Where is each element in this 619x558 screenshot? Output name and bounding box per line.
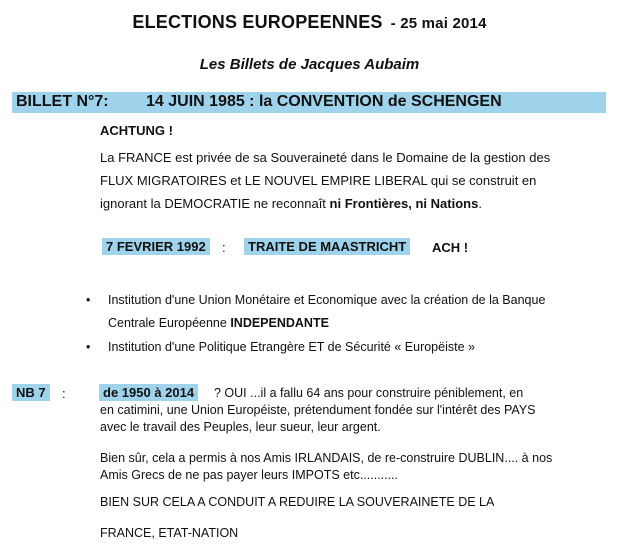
maastricht-date: 7 FEVRIER 1992 — [102, 238, 210, 255]
achtung-line-3-end: . — [478, 196, 482, 211]
achtung-paragraph — [100, 146, 550, 215]
nb-line-2: en catimini, une Union Européiste, prétendument fondée sur l'intérêt des PAYS — [100, 403, 536, 417]
nb-line-5: Amis Grecs de ne pas payer leurs IMPOTS etc........... — [100, 468, 399, 482]
achtung-line-2: FLUX MIGRATOIRES et LE NOUVEL EMPIRE LIBERAL qui se construit en — [100, 173, 537, 188]
achtung-line-3 — [100, 192, 550, 215]
achtung-line-3-text: ignorant la DEMOCRATIE ne reconnaît — [100, 196, 330, 211]
maastricht-treaty: TRAITE DE MAASTRICHT — [244, 238, 410, 255]
page-title — [0, 12, 619, 33]
bullet-1-line-2 — [86, 312, 545, 335]
nb-line-3: avec le travail des Peuples, leur sueur, leur argent. — [100, 420, 381, 434]
bullet-item-union — [86, 289, 545, 335]
billet-date-subject: 14 JUIN 1985 : la CONVENTION de SCHENGEN — [146, 93, 502, 110]
title-text: ELECTIONS EUROPEENNES — [132, 12, 383, 32]
billet-label: BILLET N°7: — [16, 93, 109, 110]
title-date: - 25 mai 2014 — [390, 15, 487, 32]
page-subtitle: Les Billets de Jacques Aubaim — [199, 56, 420, 73]
nb-year-range: de 1950 à 2014 — [99, 384, 198, 401]
maastricht-ach: ACH ! — [432, 240, 469, 255]
maastricht-colon: : — [222, 240, 226, 255]
nb-paragraph-2 — [100, 450, 552, 484]
bullet-dot: • — [86, 340, 91, 354]
nb-line-4: Bien sûr, cela a permis à nos Amis IRLANDAIS, de re-construire DUBLIN.... à nos — [100, 451, 553, 465]
nb-label: NB 7 — [12, 384, 50, 401]
achtung-line-1: La FRANCE est privée de sa Souveraineté dans le Domaine de la gestion des — [100, 150, 551, 165]
bullet-1-line-1: Institution d'une Union Monétaire et Economique avec la création de la Banque — [108, 293, 546, 307]
bullet-item-politique — [86, 336, 475, 359]
achtung-heading: ACHTUNG ! — [100, 123, 173, 138]
nb-line-1: ? OUI ...il a fallu 64 ans pour construire péniblement, en — [214, 386, 524, 400]
nb-paragraph-1 — [100, 402, 536, 436]
nb-colon: : — [62, 386, 66, 401]
achtung-line-3-bold: ni Frontières, ni Nations — [329, 196, 479, 211]
nb-line-6: BIEN SUR CELA A CONDUIT A REDUIRE LA SOUVERAINETE DE LA — [100, 495, 495, 509]
bullet-2-text: Institution d'une Politique Etrangère ET de Sécurité « Europëiste » — [108, 340, 475, 354]
bullet-dot: • — [86, 293, 91, 307]
bullet-1-line-2-bold: INDEPENDANTE — [230, 316, 329, 330]
bullet-1-line-2-text: Centrale Européenne — [108, 316, 231, 330]
nb-line-7: FRANCE, ETAT-NATION — [100, 526, 239, 540]
